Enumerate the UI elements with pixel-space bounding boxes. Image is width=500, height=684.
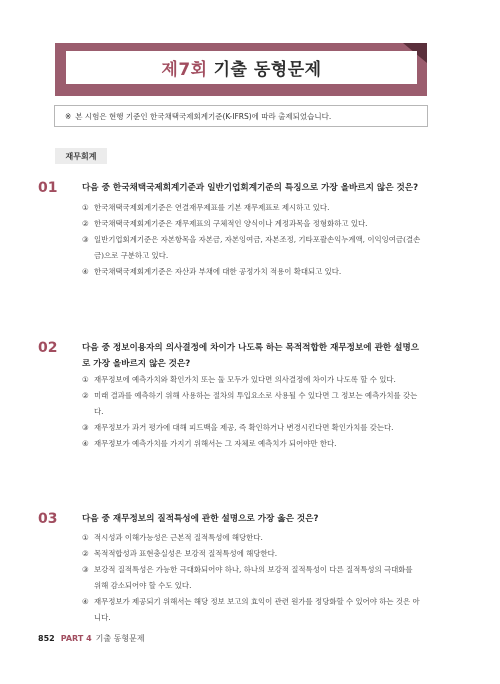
option-mark: ④ xyxy=(82,597,89,606)
section-tag: 재무회계 xyxy=(55,148,107,164)
page-title xyxy=(66,51,417,84)
option-mark: ③ xyxy=(82,235,89,244)
option-mark: ① xyxy=(82,375,89,384)
option-mark: ② xyxy=(82,549,89,558)
option-item xyxy=(82,200,422,216)
footer-title: 기출 동형문제 xyxy=(95,634,145,643)
option-text: 재무정보가 제공되기 위해서는 해당 정보 보고의 효익이 관련 원가를 정당화할 수 있어야 하는 것은 아니다. xyxy=(94,597,420,622)
option-item xyxy=(82,264,422,280)
option-item xyxy=(82,594,422,626)
option-item xyxy=(82,216,422,232)
option-mark: ④ xyxy=(82,439,89,448)
option-text: 재무정보에 예측가치와 확인가치 또는 둘 모두가 있다면 의사결정에 차이가 나도록 할 수 있다. xyxy=(94,375,396,384)
title-number: 제7회 xyxy=(161,60,208,80)
notice-mark: ※ xyxy=(65,111,72,121)
option-text: 일반기업회계기준은 자본항목을 자본금, 자본잉여금, 자본조정, 기타포괄손익누계액, 이익잉여금(결손금)으로 구분하고 있다. xyxy=(94,235,421,260)
option-text: 보강적 질적특성은 가능한 극대화되어야 하나, 하나의 보강적 질적특성이 다른 질적특성의 극대화를 위해 감소되어야 할 수도 있다. xyxy=(94,565,413,590)
option-item xyxy=(82,530,422,546)
option-text: 적시성과 이해가능성은 근본적 질적특성에 해당한다. xyxy=(94,533,263,542)
question-number: 03 xyxy=(38,511,58,527)
option-item xyxy=(82,546,422,562)
option-item xyxy=(82,388,422,420)
page-number: 852 xyxy=(38,634,55,643)
option-mark: ① xyxy=(82,533,89,542)
option-text: 한국채택국제회계기준은 재무제표의 구체적인 양식이나 계정과목을 정형화하고 있다. xyxy=(94,219,368,228)
exam-notice xyxy=(54,105,428,127)
question-number: 01 xyxy=(38,180,58,196)
option-mark: ④ xyxy=(82,267,89,276)
part-label: PART 4 xyxy=(60,634,92,643)
title-text: 기출 동형문제 xyxy=(213,60,322,80)
page-footer xyxy=(38,633,145,644)
question-text: 다음 중 한국채택국제회계기준과 일반기업회계기준의 특징으로 가장 올바르지 않은 것은? xyxy=(82,183,419,193)
option-text: 한국채택국제회계기준은 자산과 부채에 대한 공정가치 적용이 확대되고 있다. xyxy=(94,267,342,276)
option-list xyxy=(82,372,422,452)
option-list xyxy=(82,530,422,626)
option-item xyxy=(82,232,422,264)
question-text: 다음 중 정보이용자의 의사결정에 차이가 나도록 하는 목적적합한 재무정보에 관한 설명으로 가장 올바르지 않은 것은? xyxy=(82,343,420,369)
notice-text: 본 시험은 현행 기준인 한국채택국제회계기준(K-IFRS)에 따라 출제되었습니다. xyxy=(75,111,332,121)
option-item xyxy=(82,372,422,388)
option-mark: ③ xyxy=(82,423,89,432)
option-text: 미래 결과를 예측하기 위해 사용하는 절차의 투입요소로 사용될 수 있다면 그 정보는 예측가치를 갖는다. xyxy=(94,391,418,416)
question-number: 02 xyxy=(38,340,58,356)
option-text: 한국채택국제회계기준은 연결재무제표를 기본 재무제표로 제시하고 있다. xyxy=(94,203,330,212)
option-item xyxy=(82,420,422,436)
option-mark: ① xyxy=(82,203,89,212)
option-text: 목적적합성과 표현충실성은 보강적 질적특성에 해당한다. xyxy=(94,549,278,558)
option-mark: ② xyxy=(82,391,89,400)
option-item xyxy=(82,436,422,452)
option-mark: ② xyxy=(82,219,89,228)
option-list xyxy=(82,200,422,280)
option-mark: ③ xyxy=(82,565,89,574)
option-text: 재무정보가 과거 평가에 대해 피드백을 제공, 즉 확인하거나 변경시킨다면 확인가치를 갖는다. xyxy=(94,423,394,432)
option-text: 재무정보가 예측가치를 가지기 위해서는 그 자체로 예측치가 되어야만 한다. xyxy=(94,439,337,448)
question-text: 다음 중 재무정보의 질적특성에 관한 설명으로 가장 옳은 것은? xyxy=(82,514,319,524)
option-item xyxy=(82,562,422,594)
